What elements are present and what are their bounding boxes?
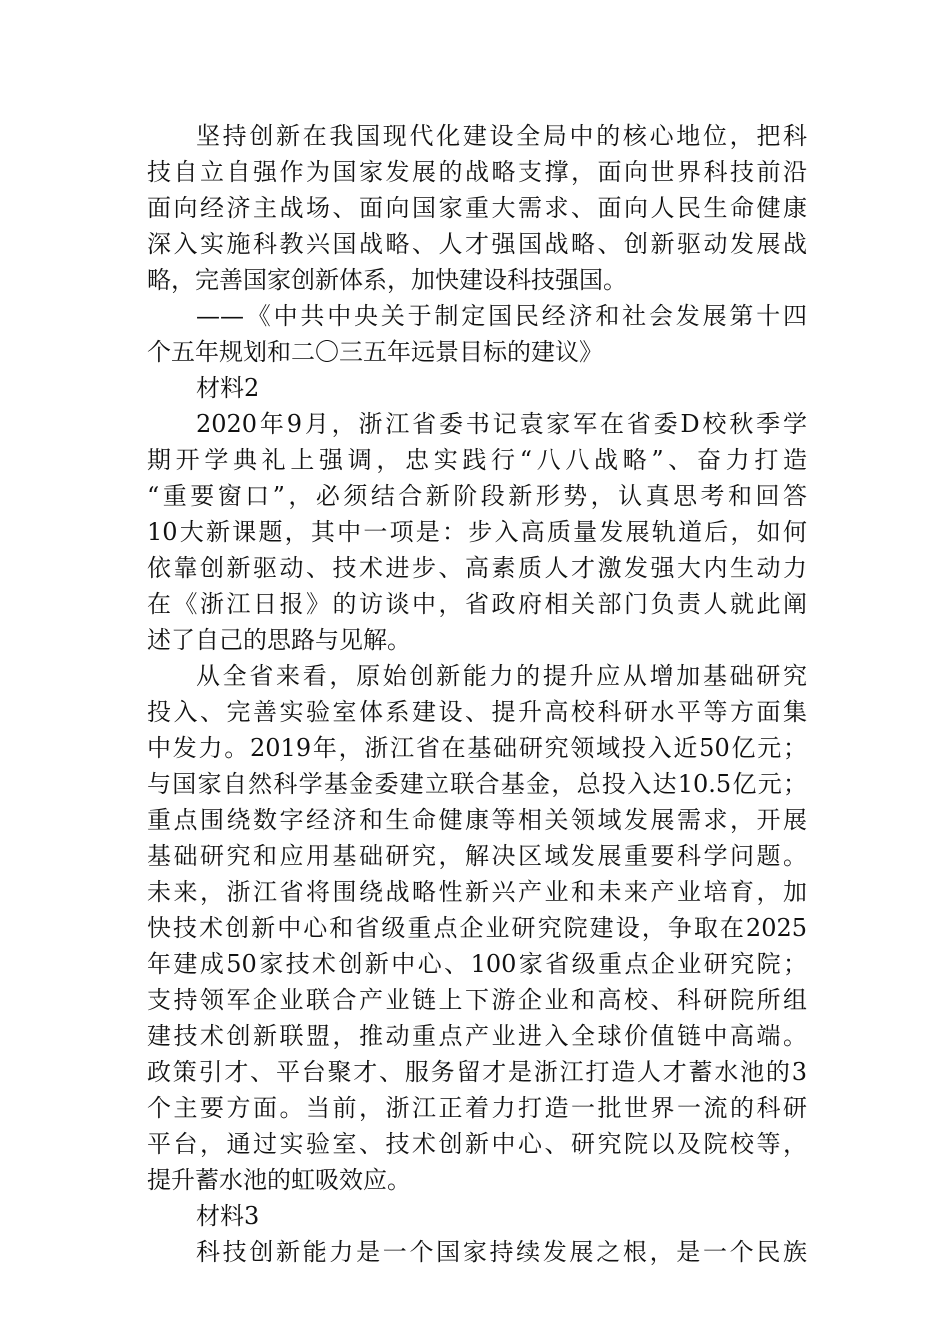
paragraph-line: 未来，浙江省将围绕战略性新兴产业和未来产业培育，加 <box>147 878 807 906</box>
paragraph-line: 与国家自然科学基金委建立联合基金，总投入达10.5亿元； <box>147 770 807 798</box>
paragraph-line: 10大新课题，其中一项是：步入高质量发展轨道后，如何 <box>147 518 807 546</box>
paragraph-line: 重点围绕数字经济和生命健康等相关领域发展需求，开展 <box>147 806 807 834</box>
paragraph-line: 述了自己的思路与见解。 <box>147 626 411 654</box>
paragraph-line: 技自立自强作为国家发展的战略支撑，面向世界科技前沿 <box>147 158 807 186</box>
paragraph-line: 平台，通过实验室、技术创新中心、研究院以及院校等， <box>147 1130 807 1158</box>
paragraph-line: 略，完善国家创新体系，加快建设科技强国。 <box>147 266 627 294</box>
paragraph-line: 个主要方面。当前，浙江正着力打造一批世界一流的科研 <box>147 1094 807 1122</box>
citation-line: 个五年规划和二〇三五年远景目标的建议》 <box>147 338 603 366</box>
paragraph-line: 提升蓄水池的虹吸效应。 <box>147 1166 411 1194</box>
paragraph-line: 深入实施科教兴国战略、人才强国战略、创新驱动发展战 <box>147 230 807 258</box>
paragraph-line: 建技术创新联盟，推动重点产业进入全球价值链中高端。 <box>147 1022 807 1050</box>
paragraph-line: 科技创新能力是一个国家持续发展之根，是一个民族 <box>196 1238 807 1266</box>
paragraph-line: 中发力。2019年，浙江省在基础研究领域投入近50亿元； <box>147 734 807 762</box>
paragraph-line: 2020年9月，浙江省委书记袁家军在省委D校秋季学 <box>196 410 807 438</box>
paragraph-line: 在《浙江日报》的访谈中，省政府相关部门负责人就此阐 <box>147 590 807 618</box>
paragraph-line: 从全省来看，原始创新能力的提升应从增加基础研究 <box>196 662 807 690</box>
paragraph-line: 期开学典礼上强调，忠实践行“八八战略”、奋力打造 <box>147 446 807 474</box>
paragraph-line: 政策引才、平台聚才、服务留才是浙江打造人才蓄水池的3 <box>147 1058 807 1086</box>
citation-line: ——《中共中央关于制定国民经济和社会发展第十四 <box>196 302 807 330</box>
section-heading: 材料2 <box>196 374 260 402</box>
paragraph-line: 坚持创新在我国现代化建设全局中的核心地位，把科 <box>196 122 807 150</box>
paragraph-line: 支持领军企业联合产业链上下游企业和高校、科研院所组 <box>147 986 807 1014</box>
section-heading: 材料3 <box>196 1202 260 1230</box>
paragraph-line: 依靠创新驱动、技术进步、高素质人才激发强大内生动力 <box>147 554 807 582</box>
paragraph-line: 面向经济主战场、面向国家重大需求、面向人民生命健康 <box>147 194 807 222</box>
paragraph-line: “重要窗口”，必须结合新阶段新形势，认真思考和回答 <box>147 482 807 510</box>
paragraph-line: 年建成50家技术创新中心、100家省级重点企业研究院； <box>147 950 807 978</box>
paragraph-line: 快技术创新中心和省级重点企业研究院建设，争取在2025 <box>147 914 807 942</box>
paragraph-line: 基础研究和应用基础研究，解决区域发展重要科学问题。 <box>147 842 807 870</box>
paragraph-line: 投入、完善实验室体系建设、提升高校科研水平等方面集 <box>147 698 807 726</box>
